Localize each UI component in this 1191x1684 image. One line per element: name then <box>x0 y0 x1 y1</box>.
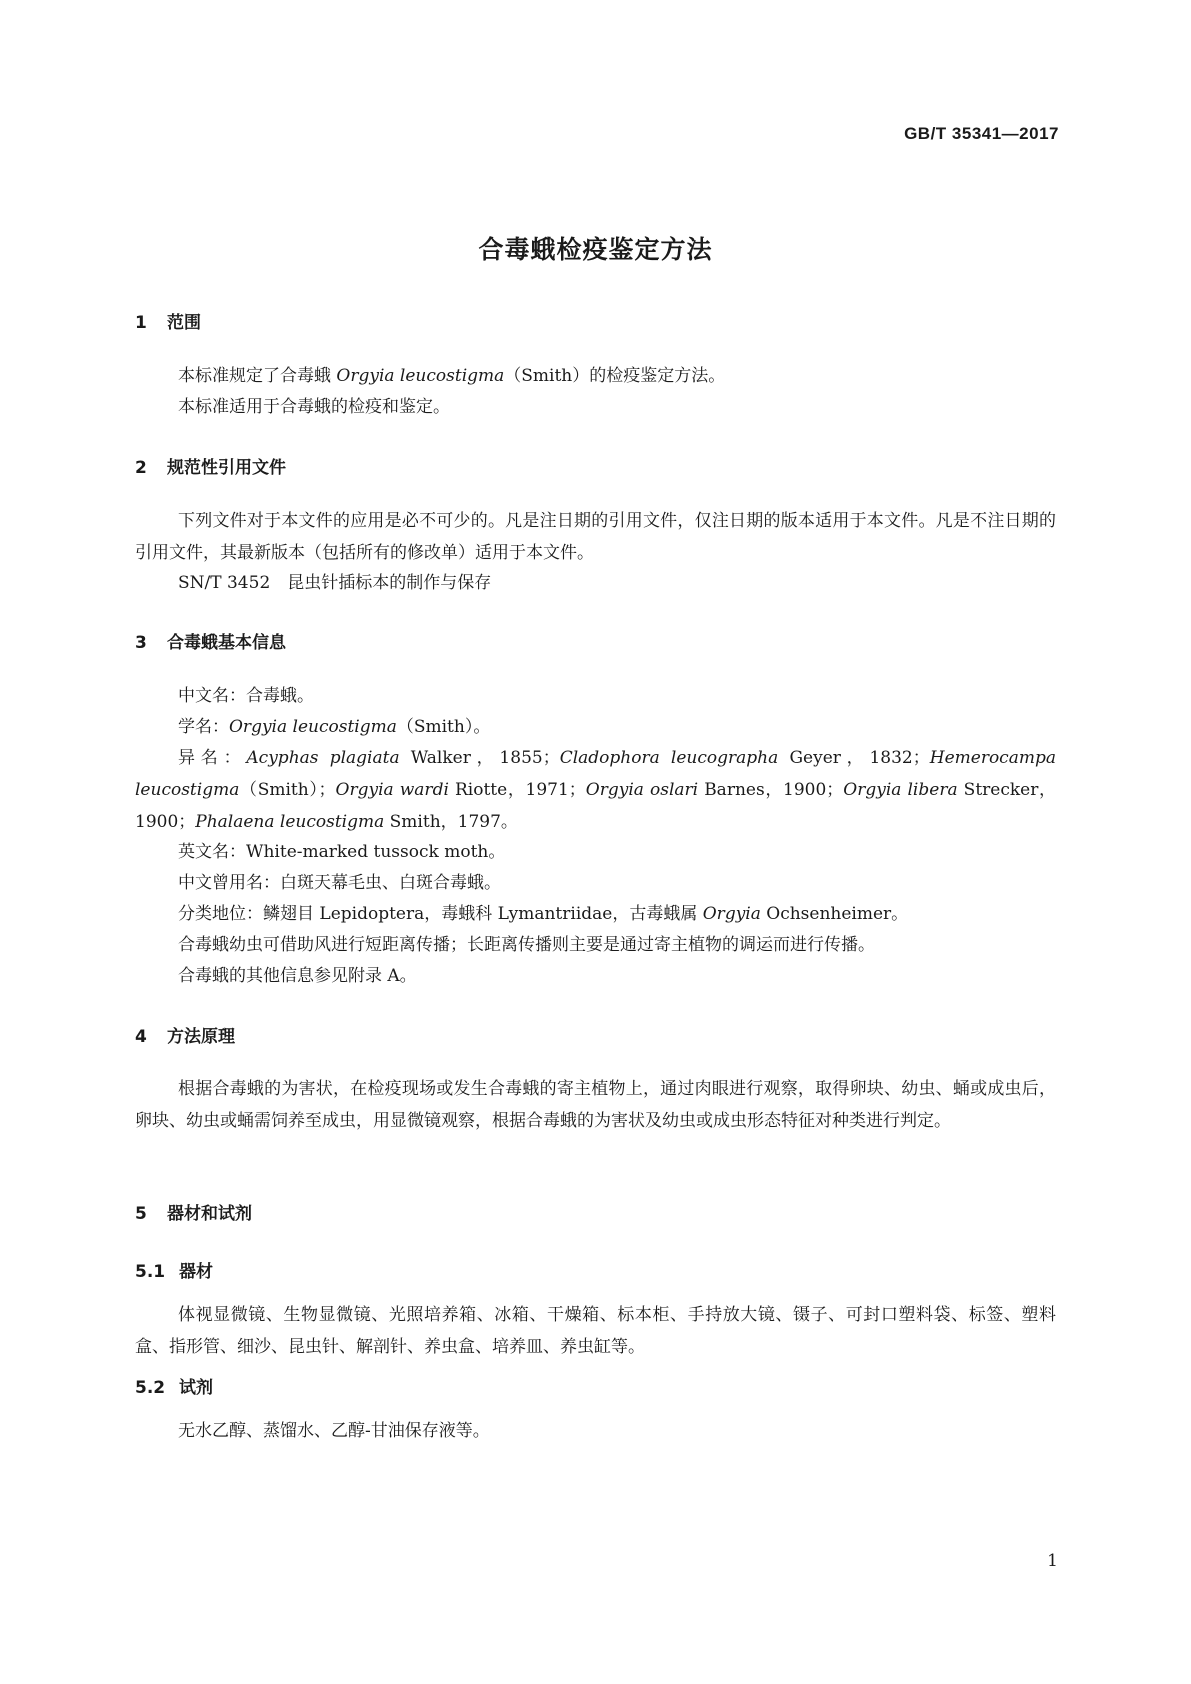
text-run: Ochsenheimer。 <box>760 904 909 924</box>
text-run: Barnes，1900； <box>698 780 844 800</box>
species-name: Orgyia leucostigma <box>229 717 397 737</box>
section-2-reference: SN/T 3452 昆虫针插标本的制作与保存 <box>178 573 492 593</box>
section-5-1-heading <box>135 1257 213 1282</box>
section-title: 合毒蛾基本信息 <box>167 633 286 653</box>
text-run: 学名： <box>178 717 229 737</box>
english-name-line: 英文名：White-marked tussock moth。 <box>178 842 506 862</box>
text-run: 分类地位：鳞翅目 Lepidoptera，毒蛾科 Lymantriidae，古毒蛾属 <box>178 904 703 924</box>
section-5-1-paragraph-1: 体视显微镜、生物显微镜、光照培养箱、冰箱、干燥箱、标本柜、手持放大镜、镊子、可封口塑料袋、标签、塑料盒、指形管、细沙、昆虫针、解剖针、养虫盒、培养皿、养虫缸等。 <box>135 1305 1056 1357</box>
section-1-heading <box>135 308 201 333</box>
section-title: 方法原理 <box>167 1027 235 1047</box>
text-run: （Smith）； <box>239 780 336 800</box>
section-2-paragraph-1: 下列文件对于本文件的应用是必不可少的。凡是注日期的引用文件，仅注日期的版本适用于本文件。凡是不注日期的引用文件，其最新版本（包括所有的修改单）适用于本文件。 <box>135 511 1056 563</box>
section-5-2-paragraph-1: 无水乙醇、蒸馏水、乙醇-甘油保存液等。 <box>178 1421 490 1441</box>
page-title: 合毒蛾检疫鉴定方法 <box>478 235 713 264</box>
section-2-heading <box>135 453 286 478</box>
section-number: 5.1 <box>135 1262 166 1282</box>
taxonomy-line <box>135 898 1056 930</box>
text-run: Smith，1797。 <box>384 812 518 832</box>
section-1-paragraph-2: 本标准适用于合毒蛾的检疫和鉴定。 <box>178 397 450 417</box>
page-number: 1 <box>1047 1551 1058 1571</box>
section-title: 试剂 <box>179 1378 213 1398</box>
section-number: 3 <box>135 633 147 653</box>
section-number: 4 <box>135 1027 147 1047</box>
text-run: Geyer，1832； <box>778 748 930 768</box>
species-name: Orgyia libera <box>843 780 958 800</box>
spread-line: 合毒蛾幼虫可借助风进行短距离传播；长距离传播则主要是通过寄主植物的调运而进行传播。 <box>178 935 875 955</box>
species-name: Cladophora leucographa <box>559 748 779 768</box>
section-1-paragraph-1 <box>135 360 1056 392</box>
species-name: Hemerocampa leucostigma <box>135 748 1056 800</box>
section-number: 2 <box>135 458 147 478</box>
text-run: Strecker，1900； <box>135 780 1056 832</box>
section-4-heading <box>135 1022 235 1047</box>
text-run: 异名： <box>178 748 247 768</box>
text-run: 本标准规定了合毒蛾 <box>178 366 337 386</box>
section-4-paragraph-1: 根据合毒蛾的为害状，在检疫现场或发生合毒蛾的寄主植物上，通过肉眼进行观察，取得卵块、幼虫、蛹或成虫后，卵块、幼虫或蛹需饲养至成虫，用显微镜观察，根据合毒蛾的为害状及幼虫或成虫形态特征对种类进行判定。 <box>135 1079 1056 1131</box>
genus-name: Orgyia <box>702 904 761 924</box>
section-title: 范围 <box>167 313 201 333</box>
section-title: 器材 <box>179 1262 213 1282</box>
scientific-name-line <box>135 711 1056 743</box>
section-number: 5 <box>135 1204 147 1224</box>
text-run: Walker，1855； <box>399 748 560 768</box>
chinese-name-line: 中文名：合毒蛾。 <box>178 686 314 706</box>
section-number: 5.2 <box>135 1378 166 1398</box>
text-run: （Smith）。 <box>396 717 491 737</box>
former-chinese-name-line: 中文曾用名：白斑天幕毛虫、白斑合毒蛾。 <box>178 873 501 893</box>
section-5-heading <box>135 1199 252 1224</box>
section-title: 规范性引用文件 <box>167 458 286 478</box>
species-name: Acyphas plagiata <box>246 748 400 768</box>
species-name: Orgyia leucostigma <box>336 366 505 386</box>
species-name: Orgyia oslari <box>585 780 699 800</box>
synonyms-paragraph <box>135 742 1056 838</box>
section-title: 器材和试剂 <box>167 1204 252 1224</box>
section-3-heading <box>135 628 286 653</box>
text-run: （Smith）的检疫鉴定方法。 <box>504 366 726 386</box>
section-5-2-heading <box>135 1373 213 1398</box>
standard-code: GB/T 35341—2017 <box>904 124 1059 143</box>
species-name: Phalaena leucostigma <box>195 812 385 832</box>
text-run: Riotte，1971； <box>448 780 586 800</box>
species-name: Orgyia wardi <box>335 780 449 800</box>
section-number: 1 <box>135 313 147 333</box>
other-info-line: 合毒蛾的其他信息参见附录 A。 <box>178 966 417 986</box>
